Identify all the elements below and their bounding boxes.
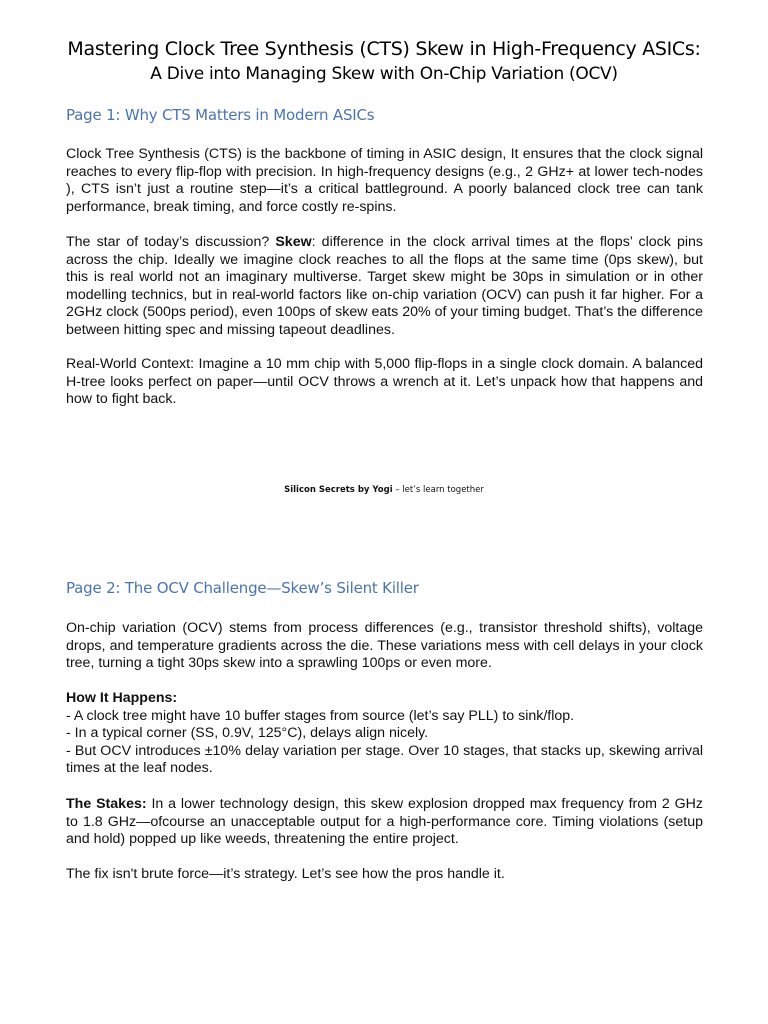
footer-brand: Silicon Secrets by Yogi [284, 485, 393, 495]
page1-heading: Page 1: Why CTS Matters in Modern ASICs [66, 106, 375, 124]
page1-paragraph-1: Clock Tree Synthesis (CTS) is the backbone of timing in ASIC design, It ensures that the clock signal reaches to every flip-flop with precision. In high-frequency designs (e.g., 2 GHz+ at lower tech-nodes ), CTS isn’t just a routine step—it’s a critical battleground. A poorly balanced clock tree can tank performance, break timing, and force costly re-spins. [66, 146, 703, 215]
how-it-happens-label: How It Happens: [66, 690, 178, 706]
bullet-item: - A clock tree might have 10 buffer stages from source (let’s say PLL) to sink/flop. [66, 707, 575, 724]
page2-heading: Page 2: The OCV Challenge—Skew’s Silent Killer [66, 579, 419, 597]
p2-rest: : difference in the clock arrival times at the flops’ clock pins across the chip. Ideally we imagine clock reaches to all the flops at the same time (0ps skew), but this is real world not an imaginary multiverse. Target skew might be 30ps in simulation or in other modelling technics, but in real-world factors like on-chip variation (OCV) can push it far higher. For a 2GHz clock (500ps period), even 100ps of skew eats 20% of your timing budget. That’s the difference between hitting spec and missing tapeout deadlines. [66, 234, 703, 338]
page1-paragraph-3: Real-World Context: Imagine a 10 mm chip with 5,000 flip-flops in a single clock domain. A balanced H-tree looks perfect on paper—until OCV throws a wrench at it. Let’s unpack how that happens and how to fight back. [66, 356, 703, 408]
stakes-text: In a lower technology design, this skew explosion dropped max frequency from 2 GHz to 1.8 GHz—ofcourse an unacceptable output for a high-performance core. Timing violations (setup and hold) popped up like weeds, threatening the entire project. [66, 796, 703, 848]
how-it-happens-section [66, 690, 703, 778]
bullet-item: - In a typical corner (SS, 0.9V, 125°C), delays align nicely. [66, 725, 429, 742]
document-subtitle: A Dive into Managing Skew with On-Chip Variation (OCV) [150, 64, 618, 84]
footer-tagline: – let’s learn together [392, 485, 484, 495]
document-title: Mastering Clock Tree Synthesis (CTS) Skew in High-Frequency ASICs: [67, 38, 701, 60]
page1-paragraph-2 [66, 234, 703, 340]
skew-term: Skew [275, 234, 312, 250]
page2-paragraph-1: On-chip variation (OCV) stems from process differences (e.g., transistor threshold shifts), voltage drops, and temperature gradients across the die. These variations mess with cell delays in your clock tree, turning a tight 30ps skew into a sprawling 100ps or even more. [66, 620, 703, 672]
p2-prefix: The star of today’s discussion? [66, 234, 276, 250]
bullet-item: - But OCV introduces ±10% delay variation per stage. Over 10 stages, that stacks up, skewing arrival times at the leaf nodes. [66, 742, 703, 777]
page-footer [0, 485, 768, 495]
stakes-paragraph [66, 796, 703, 849]
stakes-label: The Stakes: [66, 796, 147, 812]
closing-paragraph: The fix isn't brute force—it’s strategy. Let’s see how the pros handle it. [66, 866, 505, 882]
